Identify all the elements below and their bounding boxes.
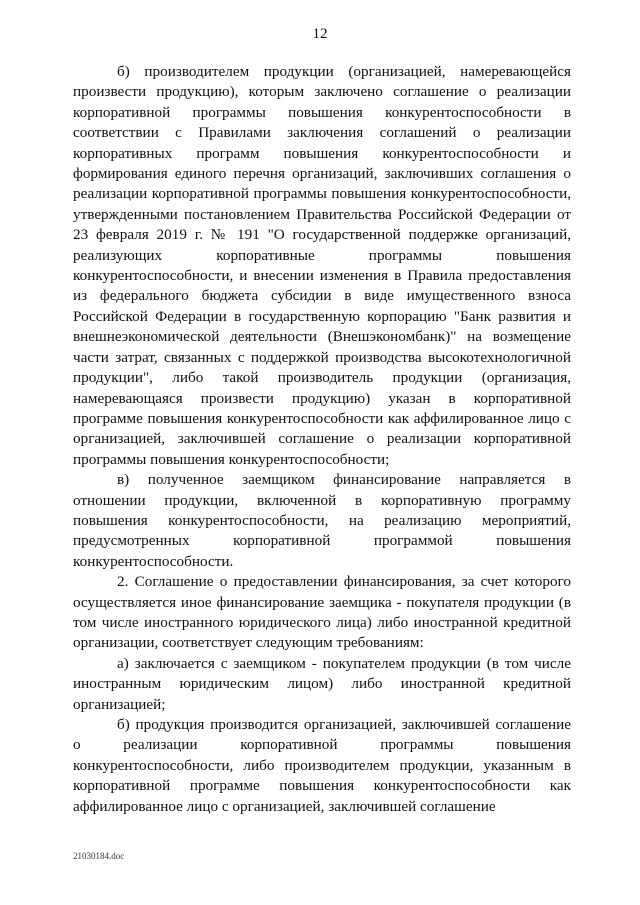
paragraph-v-financing-direction: в) полученное заемщиком финансирование направляется в отношении продукции, включенной в корпоративную программу повышения конкурентоспособности, на реализацию мероприятий, предусмотренных корпоративной программой повышения конкурентоспособности. <box>73 471 571 570</box>
paragraph-b-product: б) продукция производится организацией, заключившей соглашение о реализации корпоративной программы повышения конкурентоспособности, либо производителем продукции, указанным в корпоративной программе повышения конкурентоспособности как аффилированное лицо с организацией, заключившей соглашение <box>73 716 571 815</box>
page-number: 12 <box>312 26 328 42</box>
document-filename: 21030184.doc <box>73 851 125 861</box>
paragraph-a-borrower: а) заключается с заемщиком - покупателем продукции (в том числе иностранным юридическим лицом) либо иностранной кредитной организацией; <box>73 654 571 713</box>
paragraph-b-manufacturer: б) производителем продукции (организацией, намеревающейся произвести продукцию), которым заключено соглашение о реализации корпоративной программы повышения конкурентоспособности в соответствии с Правилами заключения соглашений о реализации корпоративных программ повышения конкурентоспособности и формирования единого перечня организаций, заключивших соглашения о реализации корпоративной программы повышения конкурентоспособности, утвержденными постановлением Правительства Российской Федерации от 23 февраля 2019 г. № 191 "О государственной поддержке организаций, реализующих корпоративные программы повышения конкурентоспособности, и внесении изменения в Правила предоставления из федерального бюджета субсидии в виде имущественного взноса Российской Федерации в государственную корпорацию "Банк развития и внешнеэкономической деятельности (Внешэкономбанк)" на возмещение части затрат, связанных с поддержкой производства высокотехнологичной продукции", либо такой производитель продукции (организация, намеревающаяся произвести продукцию) указан в корпоративной программе повышения конкурентоспособности как аффилированное лицо с организацией, заключившей соглашение о реализации корпоративной программы повышения конкурентоспособности; <box>73 63 571 468</box>
paragraph-2-agreement-requirements: 2. Соглашение о предоставлении финансирования, за счет которого осуществляется иное финансирование заемщика - покупателя продукции (в том числе иностранного юридического лица) либо иностранной кредитной организации, соответствует следующим требованиям: <box>73 573 571 652</box>
document-body <box>73 62 571 817</box>
